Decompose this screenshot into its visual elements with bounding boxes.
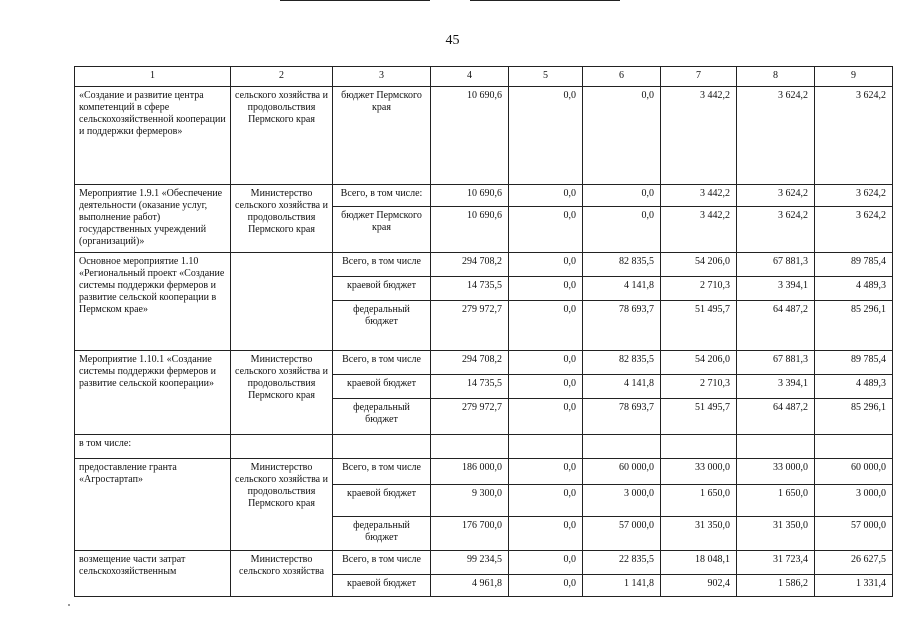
value-cell: 0,0 (509, 185, 583, 207)
activity-cell: Мероприятие 1.10.1 «Создание системы поддержки фермеров и развитие сельской кооперации» (75, 351, 231, 435)
top-rule-left (280, 0, 430, 1)
value-cell: 82 835,5 (583, 253, 661, 277)
value-cell: 31 350,0 (737, 517, 815, 551)
value-cell: 3 624,2 (815, 87, 893, 185)
activity-cell: «Создание и развитие центра компетенций в сфере сельскохозяйственной кооперации и поддержки фермеров» (75, 87, 231, 185)
value-cell: 60 000,0 (583, 459, 661, 485)
value-cell: 60 000,0 (815, 459, 893, 485)
table-row (75, 351, 893, 375)
value-cell: 0,0 (509, 351, 583, 375)
value-cell: 3 624,2 (737, 87, 815, 185)
source-cell: краевой бюджет (333, 575, 431, 597)
source-cell: федеральный бюджет (333, 301, 431, 351)
value-cell: 3 000,0 (815, 485, 893, 517)
value-cell: 0,0 (583, 207, 661, 253)
table-row (75, 185, 893, 207)
value-cell: 51 495,7 (661, 301, 737, 351)
source-cell: Всего, в том числе (333, 551, 431, 575)
value-cell: 89 785,4 (815, 253, 893, 277)
value-cell: 85 296,1 (815, 301, 893, 351)
value-cell: 279 972,7 (431, 399, 509, 435)
executor-cell: Министерство сельского хозяйства и продовольствия Пермского края (231, 185, 333, 253)
executor-cell: Министерство сельского хозяйства и продовольствия Пермского края (231, 459, 333, 551)
value-cell: 1 650,0 (661, 485, 737, 517)
top-rule-right (470, 0, 620, 1)
value-cell (583, 435, 661, 459)
value-cell: 2 710,3 (661, 277, 737, 301)
source-cell: краевой бюджет (333, 277, 431, 301)
value-cell: 67 881,3 (737, 351, 815, 375)
value-cell (661, 435, 737, 459)
value-cell: 4 489,3 (815, 375, 893, 399)
value-cell: 78 693,7 (583, 399, 661, 435)
value-cell: 0,0 (583, 87, 661, 185)
value-cell: 31 723,4 (737, 551, 815, 575)
value-cell: 1 331,4 (815, 575, 893, 597)
value-cell: 64 487,2 (737, 301, 815, 351)
activity-cell: предоставление гранта «Агростартап» (75, 459, 231, 551)
value-cell: 14 735,5 (431, 375, 509, 399)
value-cell: 10 690,6 (431, 185, 509, 207)
value-cell: 176 700,0 (431, 517, 509, 551)
value-cell: 54 206,0 (661, 253, 737, 277)
value-cell: 85 296,1 (815, 399, 893, 435)
activity-cell: возмещение части затрат сельскохозяйственным (75, 551, 231, 597)
value-cell: 1 586,2 (737, 575, 815, 597)
source-cell: Всего, в том числе: (333, 185, 431, 207)
header-cell: 4 (431, 67, 509, 87)
value-cell (815, 435, 893, 459)
header-cell: 3 (333, 67, 431, 87)
value-cell: 0,0 (509, 301, 583, 351)
value-cell: 18 048,1 (661, 551, 737, 575)
value-cell: 64 487,2 (737, 399, 815, 435)
header-cell: 7 (661, 67, 737, 87)
value-cell: 3 624,2 (737, 207, 815, 253)
value-cell: 89 785,4 (815, 351, 893, 375)
value-cell: 3 624,2 (737, 185, 815, 207)
value-cell: 0,0 (509, 207, 583, 253)
value-cell: 0,0 (509, 575, 583, 597)
table-row (75, 435, 893, 459)
value-cell: 3 394,1 (737, 277, 815, 301)
value-cell: 54 206,0 (661, 351, 737, 375)
value-cell: 0,0 (509, 485, 583, 517)
activity-cell: в том числе: (75, 435, 231, 459)
source-cell: краевой бюджет (333, 375, 431, 399)
value-cell: 78 693,7 (583, 301, 661, 351)
source-cell: бюджет Пермского края (333, 207, 431, 253)
value-cell: 31 350,0 (661, 517, 737, 551)
value-cell: 1 141,8 (583, 575, 661, 597)
table-row (75, 87, 893, 185)
value-cell: 99 234,5 (431, 551, 509, 575)
value-cell: 279 972,7 (431, 301, 509, 351)
value-cell: 22 835,5 (583, 551, 661, 575)
budget-table (74, 66, 893, 597)
executor-cell (231, 253, 333, 351)
value-cell: 3 442,2 (661, 207, 737, 253)
source-cell: бюджет Пермского края (333, 87, 431, 185)
activity-cell: Основное мероприятие 1.10 «Региональный проект «Создание системы поддержки фермеров и развитие сельской кооперации в Пермском крае» (75, 253, 231, 351)
source-cell: федеральный бюджет (333, 399, 431, 435)
value-cell: 294 708,2 (431, 351, 509, 375)
value-cell: 2 710,3 (661, 375, 737, 399)
value-cell: 0,0 (509, 375, 583, 399)
header-cell: 5 (509, 67, 583, 87)
value-cell: 1 650,0 (737, 485, 815, 517)
source-cell: Всего, в том числе (333, 351, 431, 375)
value-cell: 0,0 (509, 551, 583, 575)
page-number: 45 (445, 33, 460, 48)
table-row (75, 551, 893, 575)
header-row (75, 67, 893, 87)
value-cell: 82 835,5 (583, 351, 661, 375)
executor-cell (231, 435, 333, 459)
value-cell: 33 000,0 (737, 459, 815, 485)
source-cell: Всего, в том числе (333, 253, 431, 277)
source-cell: краевой бюджет (333, 485, 431, 517)
executor-cell: Министерство сельского хозяйства (231, 551, 333, 597)
value-cell: 33 000,0 (661, 459, 737, 485)
header-cell: 6 (583, 67, 661, 87)
header-cell: 2 (231, 67, 333, 87)
source-cell: Всего, в том числе (333, 459, 431, 485)
value-cell: 3 624,2 (815, 207, 893, 253)
value-cell: 3 000,0 (583, 485, 661, 517)
value-cell: 9 300,0 (431, 485, 509, 517)
value-cell: 3 394,1 (737, 375, 815, 399)
value-cell (431, 435, 509, 459)
value-cell: 4 141,8 (583, 375, 661, 399)
value-cell: 10 690,6 (431, 87, 509, 185)
table-row (75, 253, 893, 277)
executor-cell: Министерство сельского хозяйства и продовольствия Пермского края (231, 351, 333, 435)
source-cell (333, 435, 431, 459)
value-cell: 67 881,3 (737, 253, 815, 277)
value-cell: 3 442,2 (661, 87, 737, 185)
value-cell: 0,0 (583, 185, 661, 207)
value-cell: 3 442,2 (661, 185, 737, 207)
value-cell: 10 690,6 (431, 207, 509, 253)
value-cell: 0,0 (509, 277, 583, 301)
value-cell: 3 624,2 (815, 185, 893, 207)
value-cell: 902,4 (661, 575, 737, 597)
value-cell: 57 000,0 (815, 517, 893, 551)
value-cell: 4 489,3 (815, 277, 893, 301)
value-cell: 4 141,8 (583, 277, 661, 301)
table-row (75, 459, 893, 485)
scan-speck (68, 604, 70, 606)
value-cell: 26 627,5 (815, 551, 893, 575)
value-cell: 0,0 (509, 399, 583, 435)
value-cell: 14 735,5 (431, 277, 509, 301)
value-cell (509, 435, 583, 459)
header-cell: 8 (737, 67, 815, 87)
value-cell: 0,0 (509, 517, 583, 551)
value-cell: 4 961,8 (431, 575, 509, 597)
value-cell: 57 000,0 (583, 517, 661, 551)
value-cell: 0,0 (509, 459, 583, 485)
executor-cell: сельского хозяйства и продовольствия Пермского края (231, 87, 333, 185)
activity-cell: Мероприятие 1.9.1 «Обеспечение деятельности (оказание услуг, выполнение работ) государственных учреждений (организаций)» (75, 185, 231, 253)
source-cell: федеральный бюджет (333, 517, 431, 551)
header-cell: 1 (75, 67, 231, 87)
value-cell: 294 708,2 (431, 253, 509, 277)
value-cell (737, 435, 815, 459)
header-cell: 9 (815, 67, 893, 87)
value-cell: 51 495,7 (661, 399, 737, 435)
value-cell: 186 000,0 (431, 459, 509, 485)
value-cell: 0,0 (509, 87, 583, 185)
value-cell: 0,0 (509, 253, 583, 277)
